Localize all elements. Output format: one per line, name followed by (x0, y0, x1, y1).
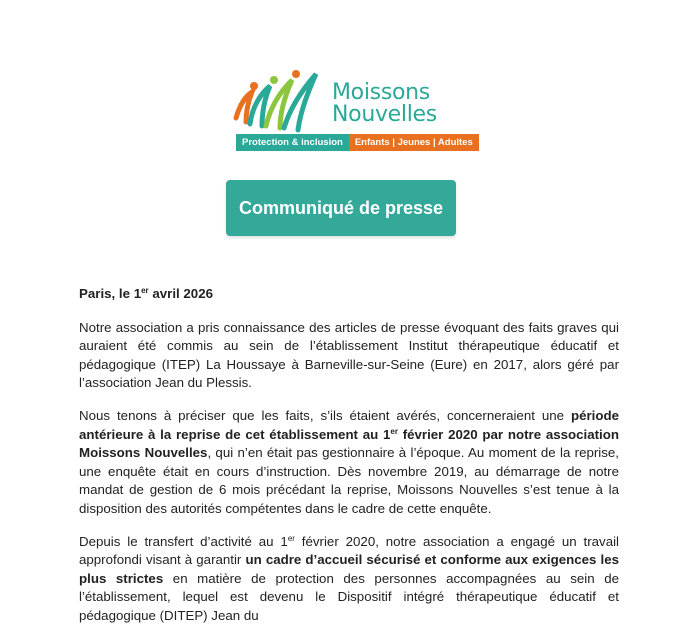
logo-tagline-bands (236, 134, 479, 151)
paragraph-1: Notre association a pris connaissance des articles de presse évoquant des faits graves qui auraient été commis au sein de l’établissement Institut thérapeutique éducatif et pédagogique (ITEP) La Houssaye à Barneville-sur-Seine (Eure) en 2017, alors géré par l’association Jean du Plessis. (79, 319, 619, 391)
dateline: Paris, le 1er avril 2026 (79, 286, 213, 301)
logo-wordmark (332, 82, 437, 126)
banner-title: Communiqué de presse (238, 197, 444, 218)
logo-name-line1: Moissons (332, 80, 430, 105)
press-release-banner (226, 180, 456, 236)
logo-name-line2: Nouvelles (332, 102, 437, 127)
paragraph-3: Depuis le transfert d’activité au 1er février 2020, notre association a engagé un travail approfondi visant à garantir un cadre d’accueil sécurisé et conforme aux exigences les plus strictes en matière de protection des personnes accompagnées au sein de l’établissement, lequel est devenu le Dispositif intégré thérapeutique éducatif et pédagogique (DITEP) Jean du (79, 533, 619, 623)
paragraph-2: Nous tenons à préciser que les faits, s’ils étaient avérés, concerneraient une période antérieure à la reprise de cet établissement au 1er février 2020 par notre association Moissons Nouvelles, qui n’en était pas gestionnaire à l’époque. Au moment de la reprise, une enquête était en cours d’instruction. Dès novembre 2019, au démarrage de notre mandat de gestion de 6 mois précédant la reprise, Moissons Nouvelles s’est tenue à la disposition des autorités compétentes dans le cadre de cette enquête. (79, 407, 619, 516)
wheat-sprouts-icon (230, 68, 330, 134)
logo-band-protection: Protection & inclusion (236, 134, 349, 151)
document-body (79, 285, 619, 640)
logo-band-audience: Enfants | Jeunes | Adultes (349, 134, 479, 151)
moissons-nouvelles-logo (228, 62, 473, 154)
